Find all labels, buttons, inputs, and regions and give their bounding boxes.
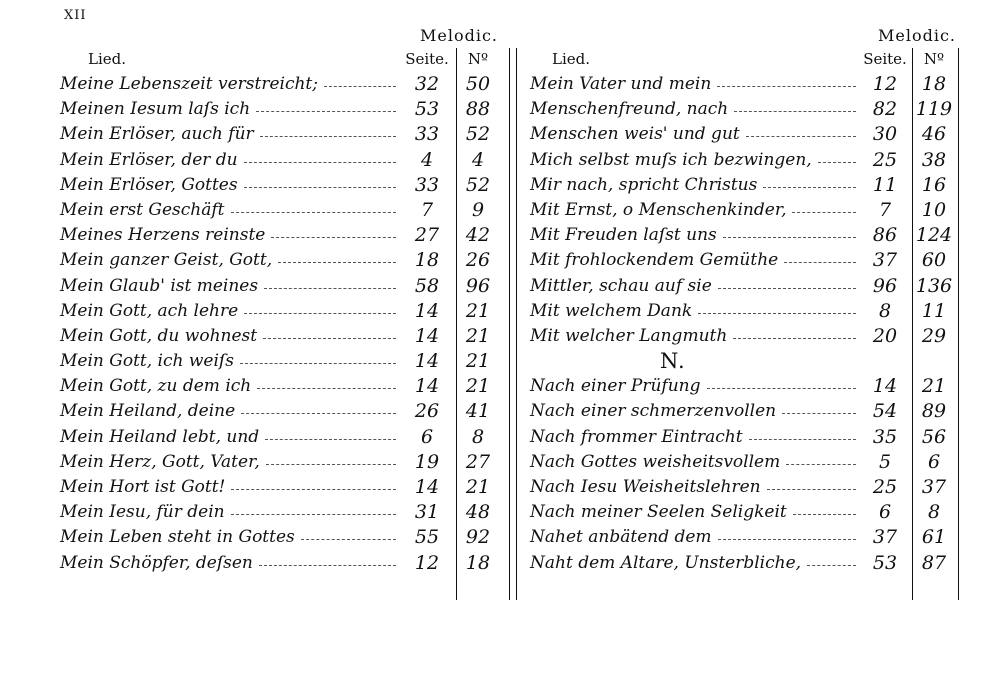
melody-number: 52 xyxy=(465,173,491,196)
leader-dashes xyxy=(231,212,396,213)
leader-dashes xyxy=(734,111,856,112)
leader-dashes xyxy=(746,136,856,137)
melody-number: 60 xyxy=(921,249,947,272)
hymn-title: Mein Glaub' ist meines xyxy=(60,275,259,296)
leader-dashes xyxy=(698,313,856,314)
index-entry xyxy=(530,97,960,122)
leader-dashes xyxy=(244,187,396,188)
leader-dashes xyxy=(793,514,856,515)
hymn-title: Mit Freuden laſst uns xyxy=(530,225,717,246)
melody-number: 9 xyxy=(471,198,485,221)
leader-dashes xyxy=(260,136,396,137)
hymn-title: Nach meiner Seelen Seligkeit xyxy=(530,502,787,523)
index-entry xyxy=(530,173,960,198)
melody-number: 96 xyxy=(465,274,491,297)
leader-dashes xyxy=(733,338,856,339)
nr-header: Nº xyxy=(467,50,489,68)
hymn-title: Nach Gottes weisheitsvollem xyxy=(530,451,781,472)
hymn-title: Mein Vater und mein xyxy=(530,74,712,94)
hymn-title: Nach einer Prüfung xyxy=(530,376,701,397)
hymn-title: Menschen weis' und gut xyxy=(530,124,740,145)
leader-dashes xyxy=(767,489,856,490)
melody-number: 124 xyxy=(915,224,953,247)
index-entry xyxy=(530,248,960,273)
page-ref: 14 xyxy=(414,324,440,347)
section-heading xyxy=(530,349,960,374)
melody-number: 56 xyxy=(921,425,947,448)
leader-dashes xyxy=(266,464,396,465)
melody-number: 21 xyxy=(465,324,491,347)
melody-number: 38 xyxy=(921,148,947,171)
hymn-title: Mein Erlöser, Gottes xyxy=(60,174,238,195)
page-ref: 5 xyxy=(878,450,892,473)
page-ref: 35 xyxy=(872,425,898,448)
index-entry xyxy=(60,551,500,576)
hymn-title: Nahet anbätend dem xyxy=(530,527,712,548)
seite-header: Seite. xyxy=(405,50,449,68)
index-entry xyxy=(530,399,960,424)
leader-dashes xyxy=(240,363,396,364)
page-ref: 14 xyxy=(414,350,440,373)
melody-number: 52 xyxy=(465,123,491,146)
hymn-title: Mein Gott, ich weiſs xyxy=(60,351,234,372)
page-ref: 37 xyxy=(872,249,898,272)
index-entry xyxy=(60,374,500,399)
leader-dashes xyxy=(256,111,396,112)
page-ref: 6 xyxy=(420,425,434,448)
hymn-title: Mein Schöpfer, deſsen xyxy=(60,552,253,573)
index-entry xyxy=(530,223,960,248)
hymn-title: Mein Gott, du wohnest xyxy=(60,325,258,346)
page-ref: 31 xyxy=(414,501,440,524)
leader-dashes xyxy=(265,439,396,440)
index-entry xyxy=(60,198,500,223)
melody-number: 21 xyxy=(465,375,491,398)
leader-dashes xyxy=(259,565,396,566)
hymn-list xyxy=(530,72,960,576)
page-ref: 55 xyxy=(414,526,440,549)
page-ref: 30 xyxy=(872,123,898,146)
page-ref: 53 xyxy=(872,551,898,574)
page-ref: 53 xyxy=(414,98,440,121)
page-ref: 37 xyxy=(872,526,898,549)
page-ref: 96 xyxy=(872,274,898,297)
leader-dashes xyxy=(786,464,856,465)
hymn-list xyxy=(60,72,500,576)
hymn-title: Mein Herz, Gott, Vater, xyxy=(60,451,260,472)
hymn-title: Mein Gott, ach lehre xyxy=(60,300,239,321)
lied-header: Lied. xyxy=(88,50,127,68)
hymn-title: Meinen Iesum laſs ich xyxy=(60,99,251,120)
melodic-label: Melodic. xyxy=(420,26,499,45)
leader-dashes xyxy=(784,262,856,263)
hymn-title: Mittler, schau auf sie xyxy=(530,275,712,296)
melody-number: 21 xyxy=(465,476,491,498)
leader-dashes xyxy=(723,237,856,238)
index-entry xyxy=(530,374,960,399)
page-ref: 8 xyxy=(878,299,892,322)
hymn-title: Mein Erlöser, der du xyxy=(60,149,238,170)
index-entry xyxy=(530,475,960,500)
melody-number: 87 xyxy=(921,551,947,574)
page-ref: 54 xyxy=(872,400,898,423)
page-ref: 19 xyxy=(414,450,440,473)
index-entry xyxy=(60,399,500,424)
melody-number: 50 xyxy=(465,73,491,95)
lied-header: Lied. xyxy=(552,50,591,68)
hymn-title: Mein Hort ist Gott! xyxy=(60,477,226,497)
index-entry xyxy=(60,148,500,173)
page-ref: 20 xyxy=(872,324,898,347)
index-entry xyxy=(530,425,960,450)
page-ref: 11 xyxy=(872,173,898,196)
index-entry xyxy=(530,122,960,147)
leader-dashes xyxy=(763,187,856,188)
hymn-title: Mein erst Geschäft xyxy=(60,199,225,220)
page-ref: 7 xyxy=(878,198,892,221)
melody-number: 27 xyxy=(465,450,491,473)
column-rule xyxy=(509,48,510,600)
page-ref: 32 xyxy=(414,73,440,95)
page-ref: 86 xyxy=(872,224,898,247)
index-entry xyxy=(60,475,500,500)
hymn-title: Mein Heiland, deine xyxy=(60,401,236,422)
leader-dashes xyxy=(782,413,856,414)
page-ref: 6 xyxy=(878,501,892,524)
leader-dashes xyxy=(231,489,396,490)
leader-dashes xyxy=(301,539,396,540)
melody-number: 26 xyxy=(465,249,491,272)
melody-number: 10 xyxy=(921,198,947,221)
page-ref: 58 xyxy=(414,274,440,297)
melody-number: 18 xyxy=(921,73,947,95)
page-ref: 25 xyxy=(872,148,898,171)
hymn-title: Meine Lebenszeit verstreicht; xyxy=(60,74,318,94)
page-ref: 14 xyxy=(414,299,440,322)
index-entry xyxy=(530,274,960,299)
leader-dashes xyxy=(718,288,856,289)
page-ref: 82 xyxy=(872,98,898,121)
index-entry xyxy=(60,122,500,147)
index-entry xyxy=(60,223,500,248)
leader-dashes xyxy=(231,514,396,515)
leader-dashes xyxy=(718,539,856,540)
index-entry xyxy=(530,72,960,97)
leader-dashes xyxy=(818,162,856,163)
leader-dashes xyxy=(807,565,856,566)
melody-number: 61 xyxy=(921,526,947,549)
leader-dashes xyxy=(263,338,396,339)
hymn-title: Mit welcher Langmuth xyxy=(530,325,728,346)
index-entry xyxy=(60,349,500,374)
hymn-title: Mein Iesu, für dein xyxy=(60,502,225,523)
page-ref: 12 xyxy=(872,73,898,95)
index-entry xyxy=(60,274,500,299)
leader-dashes xyxy=(707,388,856,389)
index-entry xyxy=(60,425,500,450)
melody-number: 11 xyxy=(921,299,947,322)
leader-dashes xyxy=(324,86,396,87)
leader-dashes xyxy=(717,86,856,87)
index-entry xyxy=(60,450,500,475)
index-entry xyxy=(60,72,500,97)
hymn-title: Mein Leben steht in Gottes xyxy=(60,527,295,548)
hymn-title: Nach frommer Eintracht xyxy=(530,426,743,447)
melody-number: 119 xyxy=(915,98,953,121)
page-ref: 33 xyxy=(414,123,440,146)
hymn-title: Mit frohlockendem Gemüthe xyxy=(530,250,779,271)
hymn-title: Nach Iesu Weisheitslehren xyxy=(530,477,761,497)
page-ref: 33 xyxy=(414,173,440,196)
melody-number: 37 xyxy=(921,476,947,498)
melody-number: 41 xyxy=(465,400,491,423)
page-ref: 27 xyxy=(414,224,440,247)
index-entry xyxy=(530,500,960,525)
melody-number: 21 xyxy=(465,299,491,322)
page-ref: 7 xyxy=(420,198,434,221)
index-entry xyxy=(530,551,960,576)
melody-number: 18 xyxy=(465,551,491,574)
hymn-title: Mit Ernst, o Menschenkinder, xyxy=(530,199,787,220)
hymn-title: Menschenfreund, nach xyxy=(530,99,729,120)
hymn-title: Mein Erlöser, auch für xyxy=(60,124,254,145)
column-rule xyxy=(516,48,517,600)
hymn-title: Nach einer schmerzenvollen xyxy=(530,401,777,422)
melodic-label: Melodic. xyxy=(878,26,957,45)
melody-number: 29 xyxy=(921,324,947,347)
page-ref: 14 xyxy=(414,476,440,498)
melody-number: 6 xyxy=(927,450,941,473)
leader-dashes xyxy=(749,439,856,440)
page-number: XII xyxy=(64,8,87,23)
melody-number: 136 xyxy=(915,274,953,297)
melody-number: 88 xyxy=(465,98,491,121)
hymn-title: Mir nach, spricht Christus xyxy=(530,174,758,195)
nr-header: Nº xyxy=(923,50,945,68)
page-ref: 25 xyxy=(872,476,898,498)
leader-dashes xyxy=(278,262,396,263)
melody-number: 16 xyxy=(921,173,947,196)
index-entry xyxy=(530,525,960,550)
melody-number: 89 xyxy=(921,400,947,423)
index-entry xyxy=(60,97,500,122)
index-entry xyxy=(530,148,960,173)
page-ref: 4 xyxy=(420,148,434,171)
melody-number: 21 xyxy=(921,375,947,398)
page-ref: 12 xyxy=(414,551,440,574)
index-entry xyxy=(530,299,960,324)
index-entry xyxy=(530,450,960,475)
melody-number: 42 xyxy=(465,224,491,247)
index-entry xyxy=(530,198,960,223)
index-entry xyxy=(60,248,500,273)
column-headers xyxy=(60,50,500,70)
melody-number: 8 xyxy=(471,425,485,448)
melody-number: 92 xyxy=(465,526,491,549)
hymn-title: Mein ganzer Geist, Gott, xyxy=(60,250,273,271)
index-entry xyxy=(60,173,500,198)
leader-dashes xyxy=(264,288,396,289)
page-ref: 14 xyxy=(872,375,898,398)
leader-dashes xyxy=(271,237,396,238)
hymn-title: Mein Heiland lebt, und xyxy=(60,426,260,447)
section-letter: N. xyxy=(660,349,686,374)
leader-dashes xyxy=(244,313,396,314)
melody-number: 8 xyxy=(927,501,941,524)
column-headers xyxy=(530,50,960,70)
hymn-title: Mein Gott, zu dem ich xyxy=(60,376,252,397)
leader-dashes xyxy=(792,212,856,213)
leader-dashes xyxy=(257,388,396,389)
melody-number: 46 xyxy=(921,123,947,146)
page-ref: 18 xyxy=(414,249,440,272)
index-entry xyxy=(60,299,500,324)
leader-dashes xyxy=(241,413,396,414)
melody-number: 21 xyxy=(465,350,491,373)
hymn-title: Naht dem Altare, Unsterbliche, xyxy=(530,552,802,573)
hymn-title: Meines Herzens reinste xyxy=(60,225,266,246)
hymn-title: Mich selbst muſs ich bezwingen, xyxy=(530,149,812,170)
melody-number: 4 xyxy=(471,148,485,171)
melody-number: 48 xyxy=(465,501,491,524)
index-entry xyxy=(60,324,500,349)
leader-dashes xyxy=(244,162,396,163)
index-entry xyxy=(60,500,500,525)
page-ref: 26 xyxy=(414,400,440,423)
page-ref: 14 xyxy=(414,375,440,398)
hymn-title: Mit welchem Dank xyxy=(530,300,693,321)
index-entry xyxy=(60,525,500,550)
index-entry xyxy=(530,324,960,349)
seite-header: Seite. xyxy=(863,50,907,68)
